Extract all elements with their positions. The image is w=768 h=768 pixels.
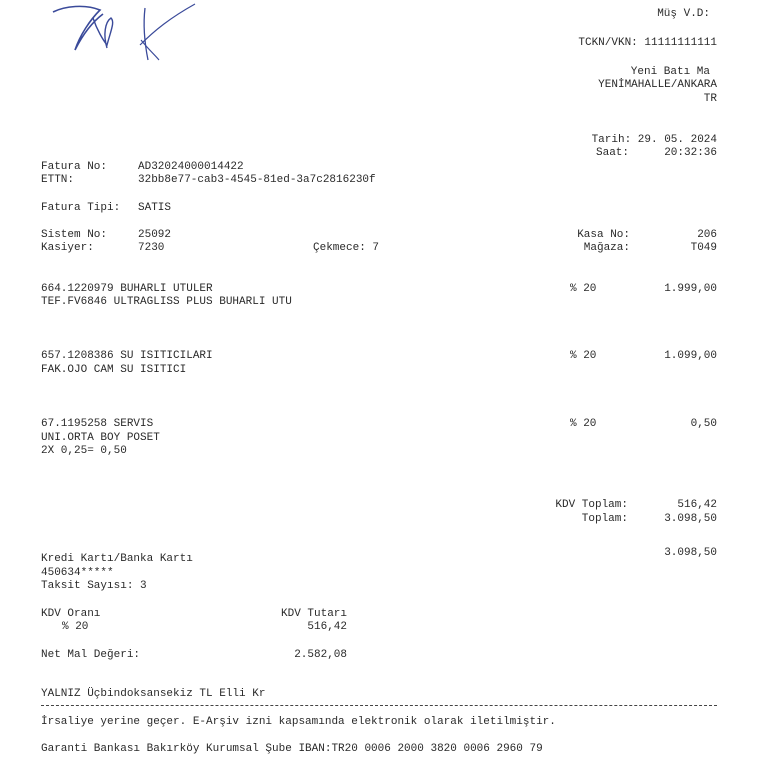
time-label: Saat: [596, 147, 630, 159]
item-3-vat: % 20 [570, 418, 597, 430]
address-line-1: Yeni Batı Ma [630, 66, 710, 78]
store-label: Mağaza: [583, 242, 630, 254]
invoice-type: SATIS [138, 202, 172, 214]
vat-amount-header: KDV Tutarı [281, 608, 348, 620]
dashed-divider [41, 705, 717, 706]
vat-total: 516,42 [677, 499, 717, 511]
mus-vd-label: Müş V.D: [657, 8, 710, 20]
tckn-vkn: TCKN/VKN: 11111111111 [578, 37, 717, 49]
vat-rate-header: KDV Oranı [41, 608, 101, 620]
item-3-amount: 0,50 [690, 418, 717, 430]
cashier-label: Kasiyer: [41, 242, 94, 254]
vat-amount: 516,42 [307, 621, 347, 633]
item-1-amount: 1.999,00 [664, 283, 717, 295]
invoice-date: Tarih: 29. 05. 2024 [591, 134, 717, 146]
ettn-value: 32bb8e77-cab3-4545-81ed-3a7c2816230f [138, 174, 376, 186]
item-2-vat: % 20 [570, 350, 597, 362]
item-1-vat: % 20 [570, 283, 597, 295]
payment-amount: 3.098,50 [664, 547, 717, 559]
card-number: 450634***** [41, 567, 114, 579]
signature-image [45, 0, 215, 80]
ettn-label: ETTN: [41, 174, 75, 186]
payment-method: Kredi Kartı/Banka Kartı [41, 553, 193, 565]
cashier-number: 7230 [138, 242, 165, 254]
installment-count: Taksit Sayısı: 3 [41, 580, 147, 592]
register-number-label: Kasa No: [577, 229, 630, 241]
invoice-number-label: Fatura No: [41, 161, 108, 173]
item-1-line-1: 664.1220979 BUHARLI UTULER [41, 283, 213, 295]
amount-in-words: YALNIZ Üçbindoksansekiz TL Elli Kr [41, 688, 266, 700]
grand-total-label: Toplam: [581, 513, 628, 525]
invoice-type-label: Fatura Tipi: [41, 202, 121, 214]
vat-rate: % 20 [62, 621, 89, 633]
item-2-line-1: 657.1208386 SU ISITICILARI [41, 350, 213, 362]
store-code: T049 [690, 242, 717, 254]
item-1-line-2: TEF.FV6846 ULTRAGLISS PLUS BUHARLI UTU [41, 296, 292, 308]
system-number: 25092 [138, 229, 172, 241]
time-value: 20:32:36 [664, 147, 717, 159]
grand-total: 3.098,50 [664, 513, 717, 525]
register-number: 206 [697, 229, 717, 241]
e-archive-note: İrsaliye yerine geçer. E-Arşiv izni kapsamında elektronik olarak iletilmiştir. [41, 716, 556, 728]
vat-total-label: KDV Toplam: [555, 499, 628, 511]
item-2-amount: 1.099,00 [664, 350, 717, 362]
bank-iban: Garanti Bankası Bakırköy Kurumsal Şube IBAN:TR20 0006 2000 3820 0006 2960 79 [41, 743, 543, 755]
net-value: 2.582,08 [294, 649, 347, 661]
invoice-number: AD32024000014422 [138, 161, 244, 173]
item-3-line-2: UNI.ORTA BOY POSET [41, 432, 160, 444]
item-2-line-2: FAK.OJO CAM SU ISITICI [41, 364, 187, 376]
address-line-3: TR [703, 93, 717, 105]
item-3-line-3: 2X 0,25= 0,50 [41, 445, 127, 457]
address-line-2: YENİMAHALLE/ANKARA [598, 79, 717, 91]
drawer-number: Çekmece: 7 [313, 242, 380, 254]
net-value-label: Net Mal Değeri: [41, 649, 141, 661]
system-number-label: Sistem No: [41, 229, 108, 241]
item-3-line-1: 67.1195258 SERVIS [41, 418, 154, 430]
